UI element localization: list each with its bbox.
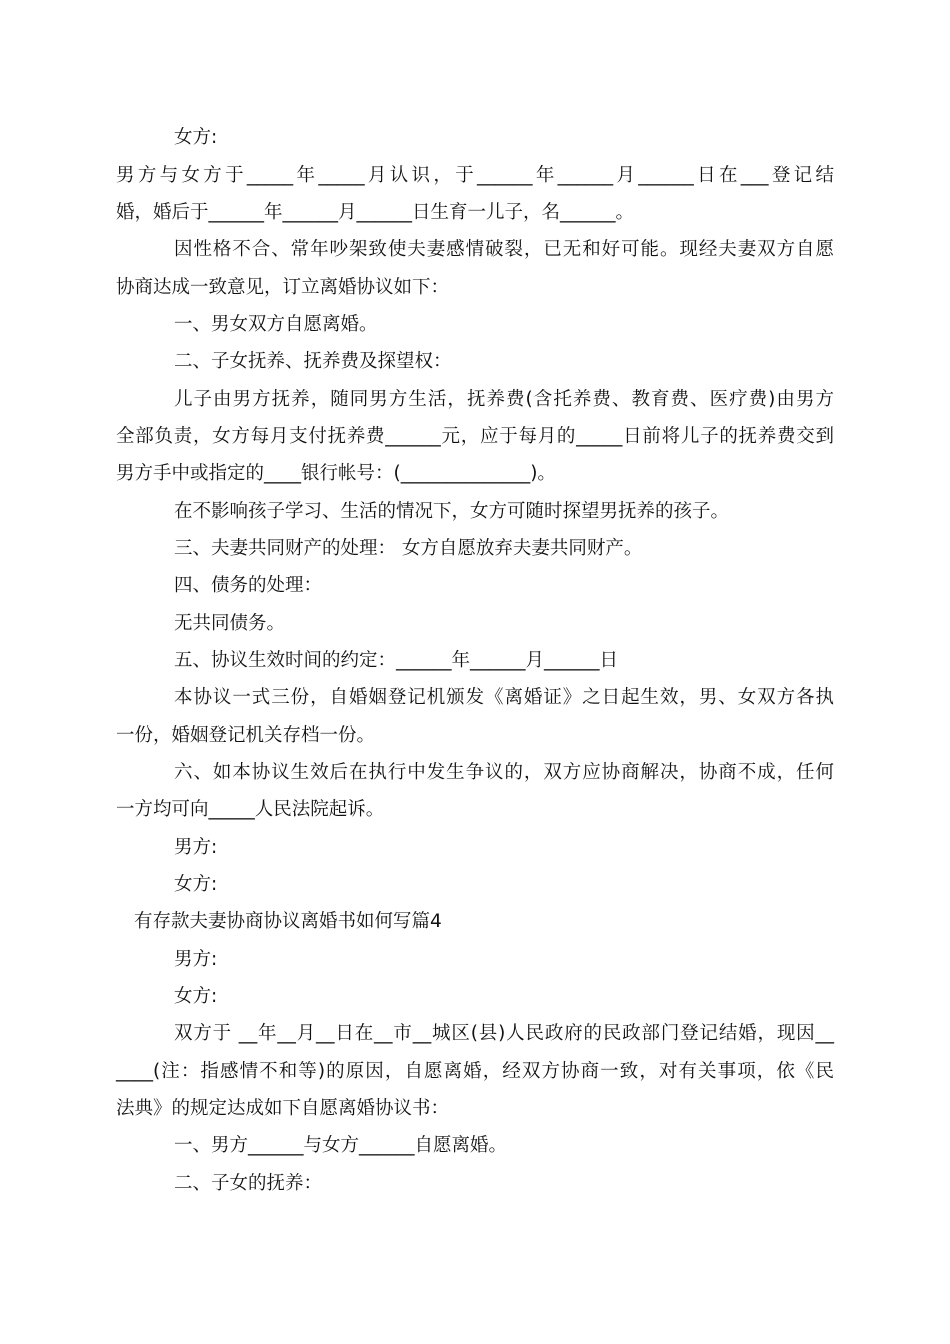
paragraph-line: 法典》的规定达成如下自愿离婚协议书：	[116, 1098, 450, 1119]
paragraph-line: 婚，婚后于______年______月______日生育一儿子，名______。	[116, 202, 635, 223]
paragraph-line: 男方手中或指定的____银行帐号：(______________)。	[116, 463, 556, 484]
paragraph-line: 女方:	[174, 986, 218, 1007]
paragraph-line: 协商达成一致意见，订立离婚协议如下：	[116, 277, 450, 298]
paragraph-line: 一份，婚姻登记机关存档一份。	[116, 725, 376, 746]
section-heading: 有存款夫妻协商协议离婚书如何写篇4	[134, 911, 442, 932]
paragraph-line: 在不影响孩子学习、生活的情况下，女方可随时探望男抚养的孩子。	[174, 501, 730, 522]
paragraph-line: 二、子女抚养、抚养费及探望权：	[174, 351, 452, 372]
paragraph-line: 女方:	[174, 874, 218, 895]
paragraph-line: 男方:	[174, 837, 218, 858]
paragraph-line: 三、夫妻共同财产的处理： 女方自愿放弃夫妻共同财产。	[174, 538, 643, 559]
paragraph-line: 男方与女方于_____年_____月认识，于______年______月______日在___登记结	[116, 165, 834, 186]
paragraph-line: 男方:	[174, 949, 218, 970]
paragraph-line: 因性格不合、常年吵架致使夫妻感情破裂，已无和好可能。现经夫妻双方自愿	[174, 239, 834, 260]
paragraph-line: 一方均可向_____人民法院起诉。	[116, 799, 385, 820]
paragraph-line: 二、子女的抚养：	[174, 1173, 323, 1194]
paragraph-line: ____(注：指感情不和等)的原因，自愿离婚，经双方协商一致，对有关事项，依《民	[116, 1061, 834, 1082]
paragraph-line: 双方于 __年__月__日在__市__城区(县)人民政府的民政部门登记结婚，现因__	[174, 1023, 834, 1044]
paragraph-line: 五、协议生效时间的约定：______年______月______日	[174, 650, 619, 671]
paragraph-line: 儿子由男方抚养，随同男方生活，抚养费(含托养费、教育费、医疗费)由男方	[174, 389, 834, 410]
paragraph-line: 一、男女双方自愿离婚。	[174, 314, 378, 335]
paragraph-line: 一、男方______与女方______自愿离婚。	[174, 1135, 508, 1156]
paragraph-line: 全部负责，女方每月支付抚养费______元，应于每月的_____日前将儿子的抚养费交到	[116, 426, 834, 447]
paragraph-line: 四、债务的处理：	[174, 575, 323, 596]
paragraph-line: 无共同债务。	[174, 613, 286, 634]
paragraph-line: 六、如本协议生效后在执行中发生争议的，双方应协商解决，协商不成，任何	[174, 762, 834, 783]
paragraph-line: 女方:	[174, 127, 218, 148]
paragraph-line: 本协议一式三份，自婚姻登记机颁发《离婚证》之日起生效，男、女双方各执	[174, 687, 834, 708]
